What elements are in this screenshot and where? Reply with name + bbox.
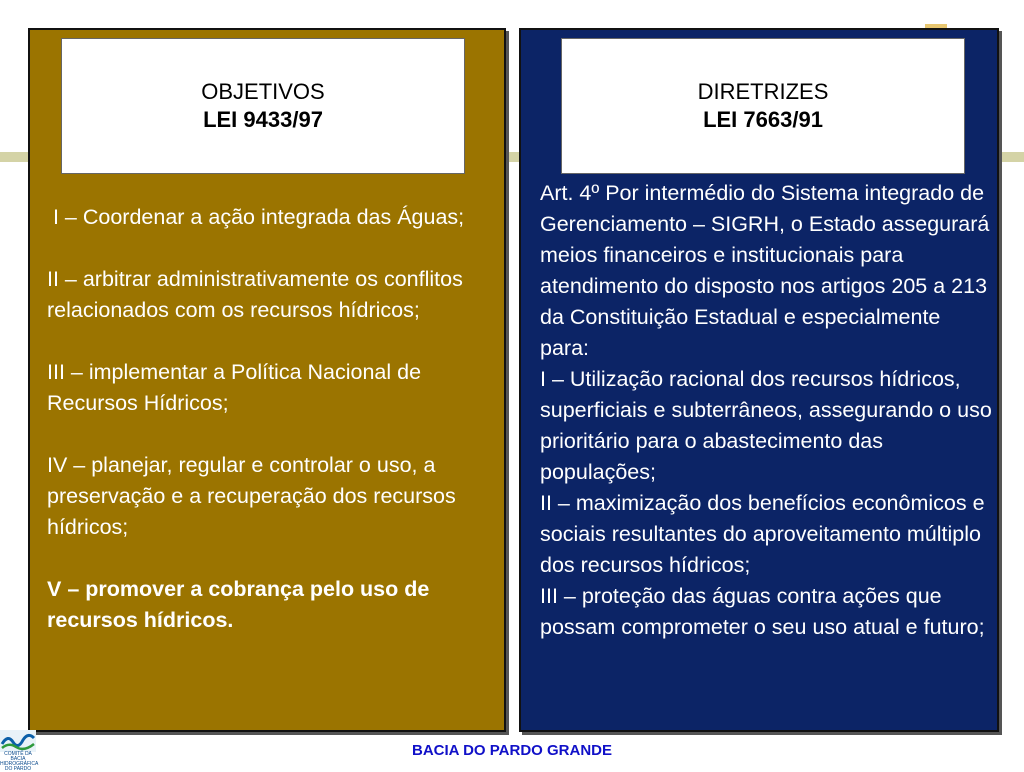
objetivo-item: II – arbitrar administrativamente os conflitos relacionados com os recursos hídricos; [47, 267, 463, 322]
objetivos-title: OBJETIVOS [201, 79, 325, 104]
diretrizes-law: LEI 7663/91 [703, 107, 823, 132]
diretriz-paragraph: II – maximização dos benefícios econômicos e sociais resultantes do aproveitamento múltiplo dos recursos hídricos; [540, 491, 985, 577]
objetivos-panel [28, 28, 506, 732]
objetivo-item: IV – planejar, regular e controlar o uso, a preservação e a recuperação dos recursos hídricos; [47, 453, 456, 539]
diretriz-paragraph: I – Utilização racional dos recursos hídricos, superficiais e subterrâneos, assegurando o uso prioritário para o abastecimento das populações; [540, 367, 992, 484]
objetivos-title-box [61, 38, 465, 174]
objetivos-list [47, 202, 497, 636]
logo-caption: COMITÊ DA BACIA HIDROGRÁFICA DO PARDO [0, 751, 39, 772]
objetivo-item: III – implementar a Política Nacional de Recursos Hídricos; [47, 360, 422, 415]
diretrizes-title-box [561, 38, 965, 174]
objetivos-law: LEI 9433/97 [203, 107, 323, 132]
diretrizes-text [540, 178, 992, 643]
objetivo-item-highlight: V – promover a cobrança pelo uso de recursos hídricos. [47, 577, 430, 632]
diretrizes-panel [519, 28, 999, 732]
footer-title: BACIA DO PARDO GRANDE [411, 742, 612, 759]
diretriz-paragraph: Art. 4º Por intermédio do Sistema integrado de Gerenciamento – SIGRH, o Estado assegurará meios financeiros e institucionais para atendimento do disposto nos artigos 205 a 213 da Constituição Estadual e especialmente para: [540, 181, 990, 360]
diretriz-paragraph: III – proteção das águas contra ações que possam comprometer o seu uso atual e futuro; [540, 584, 985, 639]
objetivo-item: I – Coordenar a ação integrada das Águas; [47, 205, 465, 229]
diretrizes-title: DIRETRIZES [697, 79, 829, 104]
